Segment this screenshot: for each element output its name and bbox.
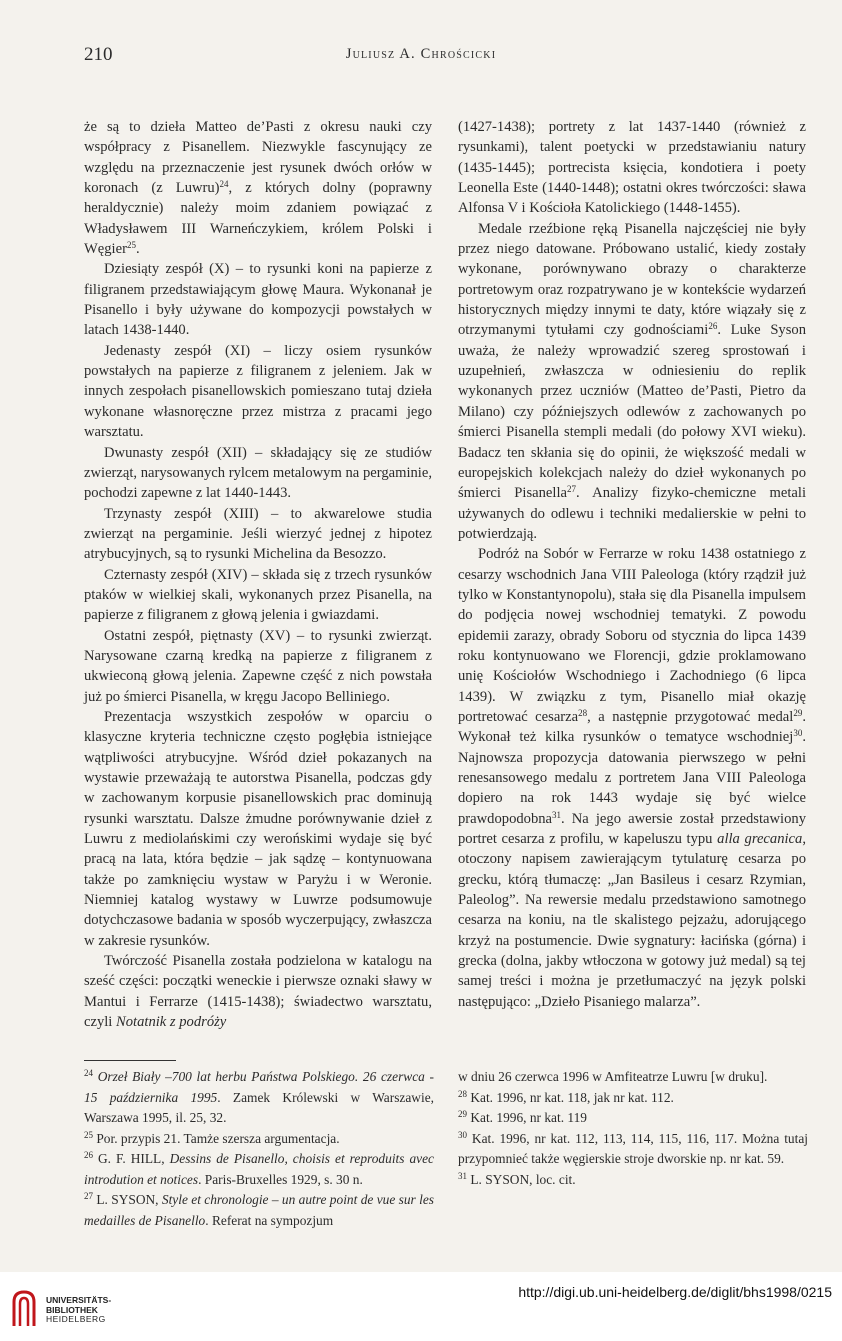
footnote: $^{30}$ Kat. 1996, nr kat. 112, 113, 114, 115, 116, 117. Można tutaj przypomnieć także węgierskie stroje dworskie np. nr kat. 59.	[458, 1129, 808, 1166]
library-name-line: UNIVERSITÄTS-	[46, 1295, 112, 1305]
paragraph: Medale rzeźbione ręką Pisanella najczęściej nie były przez niego datowane. Próbowano ustalić, kiedy zostały wykonane, porównywano obrazy o charakterze portretowym oraz rozpatrywano je w kontekście wydarzeń historycznych między innymi te daty, które wiązały się z otrzymanymi tytułami czy godnościami$^{26}$. Luke Syson uważa, że należy wprowadzić szereg sprostowań i uzupełnień, zwłaszcza w odniesieniu do replik wykonanych przez uczniów (Matteo de’Pasti, Pietro da Milano) czy późniejszych odlewów z zachowanych po śmierci Pisanella stempli medali (do połowy XVI wieku). Badacz ten skłania się do opinii, że większość medali w europejskich kolekcjach należy do dzieł wykonanych po śmierci Pisanella$^{27}$. Analizy fizyko-chemiczne metali używanych do odlewu i techniki medalierskie w pełni to potwierdzają.	[458, 220, 807, 542]
paragraph: Twórczość Pisanella została podzielona w katalogu na sześć części: początki weneckie i pierwsze oznaki sławy w Mantui i Ferrarze (1415-1438); świadectwo warsztatu, czyli Notatnik z podróży	[84, 953, 432, 1031]
footnote: $^{26}$ G. F. HILL, Dessins de Pisanello, choisis et reproduits avec introdution et notices. Paris-Bruxelles 1929, s. 30 n.	[84, 1150, 434, 1187]
footnote-separator	[84, 1060, 176, 1061]
paragraph: Ostatni zespół, piętnasty (XV) – to rysunki zwierząt. Narysowane czarną kredką na papierze z filigranem z ukwieconą głową jelenia. Zapewne część z nich powstała już po śmierci Pisanella, w kręgu Jacopo Belliniego.	[84, 627, 432, 705]
paragraph: że są to dzieła Matteo de’Pasti z okresu nauki czy współpracy z Pisanellem. Niezwykle fascynujący ze względu na przeznaczenie jest rysunek dwóch orłów w koronach (z Luwru)$^{24}$, z których dolny (poprawny heraldycznie) należy moim zdaniem powiązać z Władysławem III Warneńczykiem, królem Polski i Węgier$^{25}$.	[84, 119, 432, 258]
library-name-line: BIBLIOTHEK	[46, 1304, 98, 1315]
footnote: $^{29}$ Kat. 1996, nr kat. 119	[458, 1109, 587, 1125]
paragraph: Jedenasty zespół (XI) – liczy osiem rysunków powstałych na papierze z filigranem z jeleniem. Jak w innych zespołach pisanellowskich pomieszano tutaj dzieła wykonane własnoręczne przez mistrza z pracami jego warsztatu.	[84, 342, 432, 441]
footnotes-left	[84, 1067, 434, 1231]
footnote: $^{31}$ L. SYSON, loc. cit.	[458, 1170, 576, 1187]
footnote-continuation: w dniu 26 czerwca 1996 w Amfiteatrze Luwru [w druku].	[458, 1069, 768, 1084]
library-city: HEIDELBERG	[46, 1314, 106, 1324]
page-header	[84, 44, 758, 74]
paragraph: Dwunasty zespół (XII) – składający się ze studiów zwierząt, narysowanych rylcem metalowym na pergaminie, pochodzi zapewne z lat 1440-1443.	[84, 444, 432, 502]
source-url-link[interactable]: http://digi.ub.uni-heidelberg.de/diglit/bhs1998/0215	[518, 1284, 832, 1300]
university-library-logo-icon[interactable]	[10, 1288, 38, 1328]
paragraph: Trzynasty zespół (XIII) – to akwarelowe studia zwierząt na pergaminie. Jeśli wierzyć jednej z hipotez atrybucyjnych, są to rysunki Michelina da Besozzo.	[84, 505, 432, 563]
footnote: $^{24}$ Orzeł Biały –700 lat herbu Państwa Polskiego. 26 czerwca - 15 października 1995. Zamek Królewski w Warszawie, Warszawa 1995, il. 25, 32.	[84, 1068, 434, 1125]
paragraph: (1427-1438); portrety z lat 1437-1440 (również z rysunkami), talent poetycki w przedstawianiu natury (1435-1445); portrecista księcia, kondotiera i poety Leonella Este (1440-1448); ostatni okres twórczości: sława Alfonsa V i Kościoła Katolickiego (1448-1455).	[458, 119, 806, 217]
footnotes-right	[458, 1067, 808, 1190]
footnote: $^{25}$ Por. przypis 21. Tamże szersza argumentacja.	[84, 1129, 340, 1146]
left-text-column	[84, 117, 432, 1032]
paragraph: Prezentacja wszystkich zespołów w oparciu o klasyczne kryteria techniczne często pogłębia istniejące wątpliwości atrybucyjne. Wśród dzieł pokazanych na wystawie przeważają te autorstwa Pisanella, podczas gdy w zachowanym korpusie pisanellowskich prac dominują rysunki warsztatu. Dalsze żmudne porównywanie dzieł z Luwru z mediolańskimi czy werońskimi wydaje się być pracą na lata, która będzie – jak sądzę – kontynuowana także po zamknięciu wystaw w Paryżu i w Weronie. Niemniej katalog wystawy w Luwrze podsumowuje dotychczasowe badania w sposób wyczerpujący, zwłaszcza w zakresie rysunków.	[84, 708, 432, 949]
library-name	[46, 1296, 111, 1325]
paragraph: Podróż na Sobór w Ferrarze w roku 1438 ostatniego z cesarzy wschodnich Jana VIII Paleologa (który rządził już tylko w Konstantynopolu), stała się dla Pisanella impulsem do podjęcia nowej wschodniej tematyki. Z powodu epidemii zarazy, obrady Soboru od stycznia do lipca 1439 roku kontynuowano we Florencji, gdzie proklamowano unię Kościołów Wschodniego i Zachodniego (6 lipca 1439). W związku z tym, Pisanello miał okazję portretować cesarza$^{28}$, a następnie przygotować medal$^{29}$. Wykonał też kilka rysunków o tematyce wschodniej$^{30}$. Najnowsza propozycja datowania pierwszego w pełni renesansowego medalu z portretem Jana VIII Paleologa dopiero na rok 1443 wydaje się być wielce prawdopodobna$^{31}$. Na jego awersie został przedstawiony portret cesarza z profilu, w kapeluszu typu alla grecanica, otoczony napisem zawierającym tytulaturę cesarza po grecku, którą tłumaczę: „Jan Basileus i cesarz Rzymian, Paleolog”. Na rewersie medalu przedstawiono samotnego cesarza na koniu, na tle skalistego pejzażu, adorującego krzyż na postumencie. Dwie sygnatury: łacińska (górna) i grecka (dolna, jakby wtłoczona w gotowy już medal) są tej samej treści i można je przetłumaczyć na język polski następująco: „Dzieło Pisaniego malarza”.	[458, 546, 806, 1010]
right-text-column	[458, 117, 806, 1012]
footnote: $^{27}$ L. SYSON, Style et chronologie – un autre point de vue sur les medailles de Pisanello. Referat na sympozjum	[84, 1191, 434, 1228]
running-title: Juliusz A. Chrościcki	[345, 46, 497, 62]
footnote: $^{28}$ Kat. 1996, nr kat. 118, jak nr kat. 112.	[458, 1088, 674, 1105]
paragraph: Dziesiąty zespół (X) – to rysunki koni na papierze z filigranem przedstawiającym głowę Maura. Wykonanał je Pisanello i były używane do kompozycji powstałych w latach 1438-1440.	[84, 261, 432, 339]
page-number: 210	[84, 44, 113, 65]
paragraph: Czternasty zespół (XIV) – składa się z trzech rysunków ptaków w wielkiej skali, wykonanych przez Pisanella, na papierze z filigranem z głową jelenia i gwiazdami.	[84, 566, 432, 624]
digitization-footer	[0, 1272, 842, 1341]
